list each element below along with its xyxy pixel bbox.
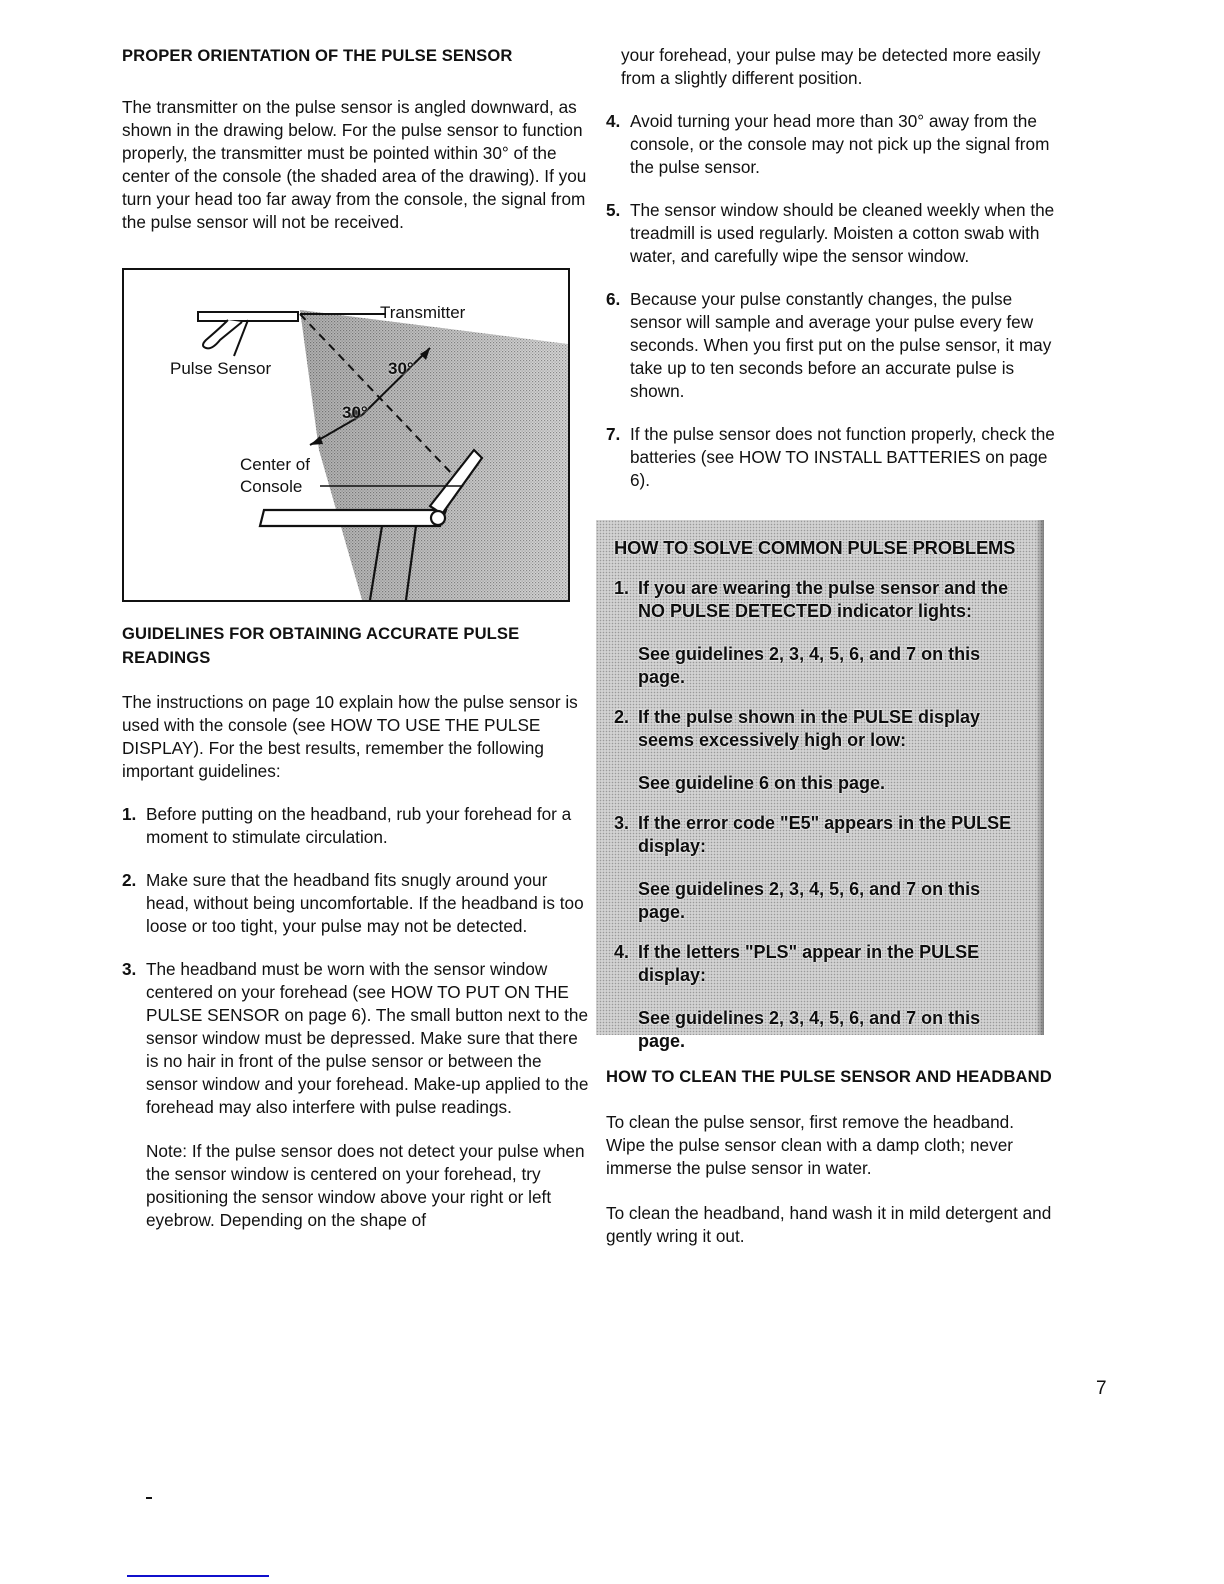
pulse-problems-box [596,520,1044,1051]
guideline-text: If the pulse sensor does not function properly, check the batteries (see HOW TO INSTALL BATTERIES on page 6). [630,424,1055,490]
problem-item [614,941,1030,1053]
label-center-of-console-1: Center of [240,455,310,474]
problem-question [614,941,1030,987]
problem-question-text: If the error code "E5" appears in the PULSE display: [638,813,1012,856]
guideline-note: Note: If the pulse sensor does not detect your pulse when the sensor window is centered on your forehead, try positioning the sensor window above your right or left eyebrow. Depending on the shape of [146,1141,585,1230]
problems-box-title: HOW TO SOLVE COMMON PULSE PROBLEMS [614,537,1016,558]
problem-question-text: If the letters "PLS" appear in the PULSE display: [638,942,980,985]
problem-answer: See guidelines 2, 3, 4, 5, 6, and 7 on this page. [638,879,981,922]
problem-question [614,706,1030,752]
cleaning-heading: HOW TO CLEAN THE PULSE SENSOR AND HEADBAND [606,1067,1052,1086]
guideline-item [122,958,592,1119]
page-number: 7 [1096,1378,1107,1399]
guideline-text: The headband must be worn with the sensor window centered on your forehead (see HOW TO PUT ON THE PULSE SENSOR on page 6). The small button next to the sensor window must be depressed. Make sure that there is no hair in front of the pulse sensor or between the sensor window and your forehead. Make-up applied to the forehead may also interfere with pulse readings. [146,959,589,1117]
guideline-text: Avoid turning your head more than 30° away from the console, or the console may not pick up the signal from the pulse sensor. [630,111,1050,177]
note-continued: your forehead, your pulse may be detected more easily from a slightly different position. [621,45,1041,88]
guideline-item [606,288,1056,403]
problem-answer: See guidelines 2, 3, 4, 5, 6, and 7 on this page. [638,644,981,687]
orientation-heading: PROPER ORIENTATION OF THE PULSE SENSOR [122,46,513,65]
problem-question-text: If you are wearing the pulse sensor and the NO PULSE DETECTED indicator lights: [638,578,1009,621]
guideline-number: 1. [122,804,137,824]
guideline-text: Because your pulse constantly changes, the pulse sensor will sample and average your pulse every few seconds. When you first put on the pulse sensor, it may take up to ten seconds before an accurate pulse is shown. [630,289,1052,401]
guideline-item [606,199,1056,268]
pulse-sensor-orientation-diagram [122,268,570,602]
guideline-number: 6. [606,289,621,309]
problem-item [614,812,1030,924]
problem-question [614,812,1030,858]
guideline-number: 4. [606,111,621,131]
footer-rule [127,1575,269,1577]
label-center-of-console-2: Console [240,477,303,496]
guideline-number: 7. [606,424,621,444]
guideline-number: 2. [122,870,137,890]
guideline-item [122,869,592,938]
right-column [606,44,1056,1248]
problem-item [614,577,1030,689]
cleaning-para-1: To clean the pulse sensor, first remove the headband. Wipe the pulse sensor clean with a damp cloth; never immerse the pulse sensor in water. [606,1112,1014,1178]
problem-number: 2. [614,707,630,727]
label-pulse-sensor: Pulse Sensor [170,359,272,378]
guideline-text: Make sure that the headband fits snugly around your head, without being uncomfortable. If the headband is too loose or too tight, your pulse may not be detected. [146,870,584,936]
problem-answer: See guideline 6 on this page. [638,773,886,793]
guidelines-heading: GUIDELINES FOR OBTAINING ACCURATE PULSE READINGS [122,624,520,667]
label-transmitter: Transmitter [380,303,466,322]
orientation-body: The transmitter on the pulse sensor is angled downward, as shown in the drawing below. For the pulse sensor to function properly, the transmitter must be pointed within 30° of the center of the console (the shaded area of the drawing). If you turn your head too far away from the console, the signal from the pulse sensor will not be received. [122,97,587,232]
guideline-number: 5. [606,200,621,220]
problem-number: 4. [614,942,630,962]
guidelines-list-left [122,803,592,1119]
guidelines-list-right [606,110,1056,492]
guideline-number: 3. [122,959,137,979]
label-angle-lower: 30° [342,403,368,422]
problem-item [614,706,1030,795]
cleaning-para-2: To clean the headband, hand wash it in mild detergent and gently wring it out. [606,1203,1052,1246]
guideline-text: Before putting on the headband, rub your forehead for a moment to stimulate circulation. [146,804,572,847]
label-angle-upper: 30° [388,359,414,378]
pulse-sensor-icon [198,312,298,356]
problem-number: 3. [614,813,630,833]
guideline-item [122,803,592,849]
diagram-drawing [124,270,568,600]
problem-answer: See guidelines 2, 3, 4, 5, 6, and 7 on this page. [638,1008,981,1051]
guideline-item [606,110,1056,179]
guideline-text: The sensor window should be cleaned weekly when the treadmill is used regularly. Moisten a cotton swab with water, and carefully wipe the sensor window. [630,200,1055,266]
problem-question [614,577,1030,623]
left-column [122,44,592,1232]
guideline-item [606,423,1056,492]
scan-mark [146,1497,152,1499]
problem-number: 1. [614,578,630,598]
guidelines-intro: The instructions on page 10 explain how the pulse sensor is used with the console (see HOW TO USE THE PULSE DISPLAY). For the best results, remember the following important guidelines: [122,692,578,781]
problem-question-text: If the pulse shown in the PULSE display seems excessively high or low: [638,707,981,750]
